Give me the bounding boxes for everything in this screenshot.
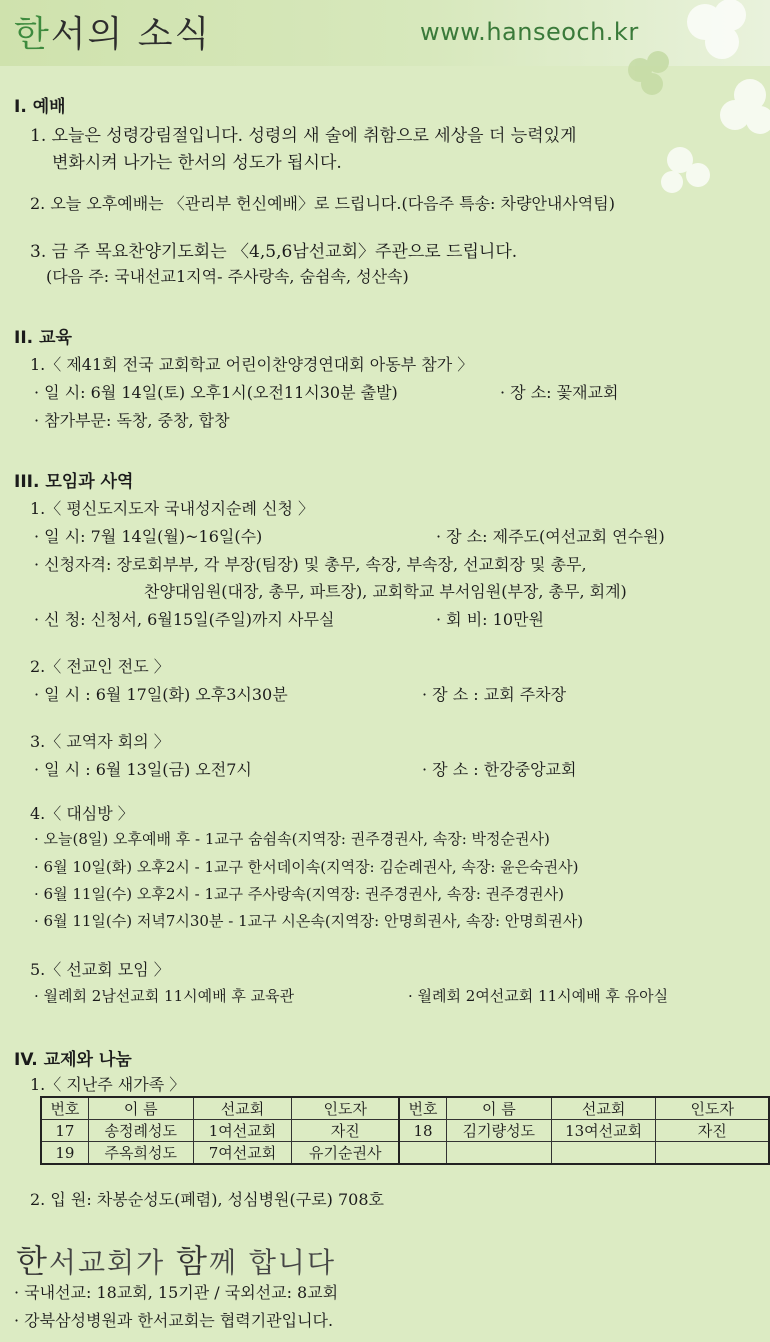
header-cell: 선교회 [193, 1097, 292, 1120]
pastor-meeting-place: · 장 소 : 한강중앙교회 [422, 760, 577, 779]
clover-decoration-icon [610, 0, 770, 200]
table-row [41, 1142, 769, 1165]
table-cell: 자진 [292, 1120, 399, 1142]
table-cell: 1여선교회 [193, 1120, 292, 1142]
header-cell: 이 름 [446, 1097, 551, 1120]
mission-meeting-women: · 월례회 2여선교회 11시예배 후 유아실 [408, 987, 669, 1005]
table-cell: 주옥희성도 [88, 1142, 193, 1165]
website-url[interactable]: www.hanseoch.kr [420, 18, 639, 46]
pilgrimage-application: · 신 청: 신청서, 6월15일(주일)까지 사무실 [34, 610, 335, 629]
visitation-item-3: · 6월 11일(수) 오후2시 - 1교구 주사랑속(지역장: 권주경권사, 속장: 권주경권사) [34, 885, 564, 903]
mission-meeting-men: · 월례회 2남선교회 11시예배 후 교육관 [34, 987, 295, 1005]
table-row [41, 1120, 769, 1142]
new-family-table [40, 1096, 770, 1165]
table-cell [399, 1142, 446, 1165]
page-title: 한서의 소식 [14, 14, 212, 55]
mission-meeting-title: 5.〈 선교회 모임 〉 [30, 960, 170, 979]
header-cell: 인도자 [656, 1097, 769, 1120]
pilgrimage-title: 1.〈 평신도지도자 국내성지순례 신청 〉 [30, 499, 314, 518]
visitation-item-1: · 오늘(8일) 오후예배 후 - 1교구 숨쉼속(지역장: 권주경권사, 속장: 박정순권사) [34, 830, 550, 848]
worship-item-3-line1: 3. 금 주 목요찬양기도회는 〈4,5,6남선교회〉주관으로 드립니다. [30, 242, 518, 262]
worship-item-1-line2: 변화시켜 나가는 한서의 성도가 됩시다. [52, 153, 342, 173]
header-cell: 선교회 [551, 1097, 656, 1120]
header-cell: 번호 [399, 1097, 446, 1120]
table-cell: 18 [399, 1120, 446, 1142]
header-cell: 번호 [41, 1097, 88, 1120]
evangelism-datetime: · 일 시 : 6월 17일(화) 오후3시30분 [34, 685, 288, 704]
visitation-item-4: · 6월 11일(수) 저녁7시30분 - 1교구 시온속(지역장: 안명희권사, 속장: 안명희권사) [34, 912, 584, 930]
table-cell [446, 1142, 551, 1165]
education-datetime: · 일 시: 6월 14일(토) 오후1시(오전11시30분 출발) [34, 383, 398, 402]
table-cell: 7여선교회 [193, 1142, 292, 1165]
table-cell [551, 1142, 656, 1165]
table-cell: 자진 [656, 1120, 769, 1142]
table-cell: 송정례성도 [88, 1120, 193, 1142]
section-heading-worship: I. 예배 [14, 97, 66, 117]
pilgrimage-datetime: · 일 시: 7월 14일(월)~16일(수) [34, 527, 263, 546]
pilgrimage-place: · 장 소: 제주도(여선교회 연수원) [436, 527, 665, 546]
table-cell: 13여선교회 [551, 1120, 656, 1142]
section-heading-meetings: III. 모임과 사역 [14, 472, 134, 492]
table-cell: 김기량성도 [446, 1120, 551, 1142]
table-header-row [41, 1097, 769, 1120]
section-heading-education: II. 교육 [14, 328, 72, 348]
worship-item-3-line2: (다음 주: 국내선교1지역- 주사랑속, 숨쉼속, 성산속) [46, 267, 409, 286]
pastor-meeting-datetime: · 일 시 : 6월 13일(금) 오전7시 [34, 760, 252, 779]
pastor-meeting-title: 3.〈 교역자 회의 〉 [30, 732, 170, 751]
new-family-title: 1.〈 지난주 새가족 〉 [30, 1075, 186, 1094]
header-cell: 이 름 [88, 1097, 193, 1120]
pilgrimage-eligibility-line2: 찬양대임원(대장, 총무, 파트장), 교회학교 부서임원(부장, 총무, 회계) [144, 582, 627, 601]
table-cell [656, 1142, 769, 1165]
visitation-item-2: · 6월 10일(화) 오후2시 - 1교구 한서데이속(지역장: 김순례권사, 속장: 윤은숙권사) [34, 858, 579, 876]
education-item-1: 1.〈 제41회 전국 교회학교 어린이찬양경연대회 아동부 참가 〉 [30, 355, 474, 374]
section-heading-fellowship: IV. 교제와 나눔 [14, 1050, 132, 1070]
education-place: · 장 소: 꽃재교회 [500, 383, 619, 402]
table-cell: 19 [41, 1142, 88, 1165]
table-cell: 유기순권사 [292, 1142, 399, 1165]
evangelism-title: 2.〈 전교인 전도 〉 [30, 657, 170, 676]
table-cell: 17 [41, 1120, 88, 1142]
footer-title: 한서교회가 함께 합니다 [16, 1242, 337, 1280]
visitation-title: 4.〈 대심방 〉 [30, 804, 134, 823]
evangelism-place: · 장 소 : 교회 주차장 [422, 685, 567, 704]
pilgrimage-fee: · 회 비: 10만원 [436, 610, 544, 629]
footer-partner-hospital: · 강북삼성병원과 한서교회는 협력기관입니다. [14, 1311, 334, 1330]
education-categories: · 참가부문: 독창, 중창, 합창 [34, 411, 230, 430]
header-cell: 인도자 [292, 1097, 399, 1120]
worship-item-2: 2. 오늘 오후예배는 〈관리부 헌신예배〉로 드립니다.(다음주 특송: 차량안내사역팀) [30, 194, 615, 213]
footer-mission-stats: · 국내선교: 18교회, 15기관 / 국외선교: 8교회 [14, 1283, 339, 1302]
pilgrimage-eligibility-line1: · 신청자격: 장로회부부, 각 부장(팀장) 및 총무, 속장, 부속장, 선교회장 및 총무, [34, 555, 587, 574]
hospitalization-notice: 2. 입 원: 차봉순성도(폐렴), 성심병원(구로) 708호 [30, 1190, 384, 1209]
worship-item-1-line1: 1. 오늘은 성령강림절입니다. 성령의 새 술에 취함으로 세상을 더 능력있게 [30, 126, 577, 146]
